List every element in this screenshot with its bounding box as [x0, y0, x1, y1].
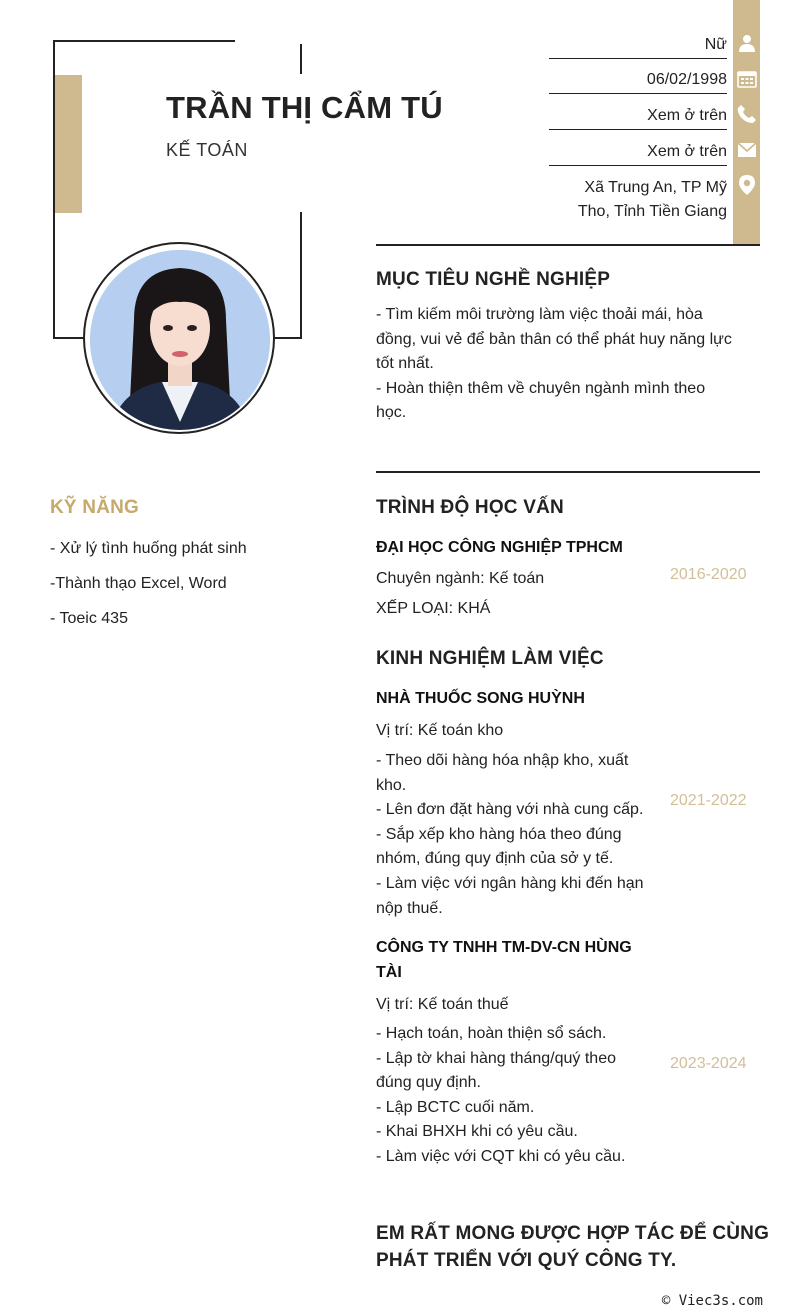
job-position: Vị trí: Kế toán kho: [376, 722, 504, 739]
school-name: ĐẠI HỌC CÔNG NGHIỆP TPHCM: [376, 539, 623, 556]
gold-accent-bar: [55, 75, 82, 213]
company-name-line: CÔNG TY TNHH TM-DV-CN HÙNG: [376, 939, 632, 956]
objective-line: đồng, vui vẻ để bản thân có thể phát huy năng lực: [376, 330, 732, 348]
objective-line: học.: [376, 404, 407, 422]
phone-value: Xem ở trên: [647, 107, 727, 124]
major: Chuyên ngành: Kế toán: [376, 570, 545, 587]
education-title: TRÌNH ĐỘ HỌC VẤN: [376, 497, 564, 518]
copyright-text: © Viec3s.com: [661, 1293, 763, 1309]
objective-line: - Tìm kiếm môi trường làm việc thoải mái, hòa: [376, 306, 703, 323]
skill-item: - Toeic 435: [50, 610, 128, 627]
portrait-image: [90, 250, 270, 430]
divider: [549, 93, 727, 94]
address-line: Tho, Tỉnh Tiền Giang: [577, 203, 727, 220]
duty-line: đúng quy định.: [376, 1074, 481, 1092]
duty-line: - Hạch toán, hoàn thiện sổ sách.: [376, 1025, 607, 1042]
company-name-line: TÀI: [376, 964, 402, 981]
frame-gap: [235, 36, 305, 44]
rank: XẾP LOẠI: KHÁ: [376, 600, 491, 617]
company-name: [376, 935, 632, 985]
avatar: [90, 250, 270, 430]
job-years: 2023-2024: [670, 1055, 747, 1072]
duty-line: - Lên đơn đặt hàng với nhà cung cấp.: [376, 801, 644, 819]
duty-line: - Làm việc với CQT khi có yêu cầu.: [376, 1147, 626, 1165]
job-position: Vị trí: Kế toán thuế: [376, 996, 509, 1013]
location-icon: [737, 175, 757, 195]
job-duties: [376, 1022, 666, 1170]
calendar-icon: [737, 69, 757, 89]
candidate-name: TRẦN THỊ CẨM TÚ: [166, 90, 443, 125]
phone-icon: [737, 104, 757, 124]
person-icon: [737, 33, 757, 53]
objective-line: tốt nhất.: [376, 355, 434, 373]
closing-line: PHÁT TRIỂN VỚI QUÝ CÔNG TY.: [376, 1250, 677, 1271]
closing-line: EM RẤT MONG ĐƯỢC HỢP TÁC ĐỂ CÙNG: [376, 1223, 770, 1244]
objective-title: MỤC TIÊU NGHỀ NGHIỆP: [376, 269, 611, 290]
divider: [549, 165, 727, 166]
duty-line: - Lập BCTC cuối năm.: [376, 1098, 535, 1116]
closing-statement: [376, 1220, 769, 1274]
gender-value: Nữ: [704, 36, 727, 53]
job-years: 2021-2022: [670, 792, 747, 809]
duty-line: - Khai BHXH khi có yêu cầu.: [376, 1123, 578, 1141]
objective-text: [376, 303, 760, 426]
education-years: 2016-2020: [670, 566, 747, 583]
skill-item: - Xử lý tình huống phát sinh: [50, 540, 247, 557]
duty-line: nộp thuế.: [376, 899, 443, 917]
address-line: Xã Trung An, TP Mỹ: [584, 179, 727, 196]
divider: [549, 129, 727, 130]
job-duties: [376, 749, 666, 921]
skill-item: -Thành thạo Excel, Word: [50, 575, 227, 592]
section-divider: [376, 471, 760, 473]
mail-icon: [737, 140, 757, 160]
experience-title: KINH NGHIỆM LÀM VIỆC: [376, 648, 604, 669]
job-title: KẾ TOÁN: [166, 140, 248, 160]
birthday-value: 06/02/1998: [646, 71, 727, 88]
duty-line: nhóm, đúng quy định của sở y tế.: [376, 850, 614, 868]
duty-line: - Làm việc với ngân hàng khi đến hạn: [376, 874, 644, 892]
duty-line: - Sắp xếp kho hàng hóa theo đúng: [376, 825, 622, 843]
address-value: [549, 176, 727, 224]
duty-line: - Theo dõi hàng hóa nhập kho, xuất: [376, 752, 629, 769]
skills-title: KỸ NĂNG: [50, 497, 140, 518]
email-value: Xem ở trên: [647, 143, 727, 160]
divider: [549, 58, 727, 59]
duty-line: - Lập tờ khai hàng tháng/quý theo: [376, 1049, 616, 1067]
section-divider: [376, 244, 760, 246]
objective-line: - Hoàn thiện thêm về chuyên ngành mình theo: [376, 379, 706, 397]
company-name: NHÀ THUỐC SONG HUỲNH: [376, 690, 585, 707]
duty-line: kho.: [376, 776, 407, 794]
